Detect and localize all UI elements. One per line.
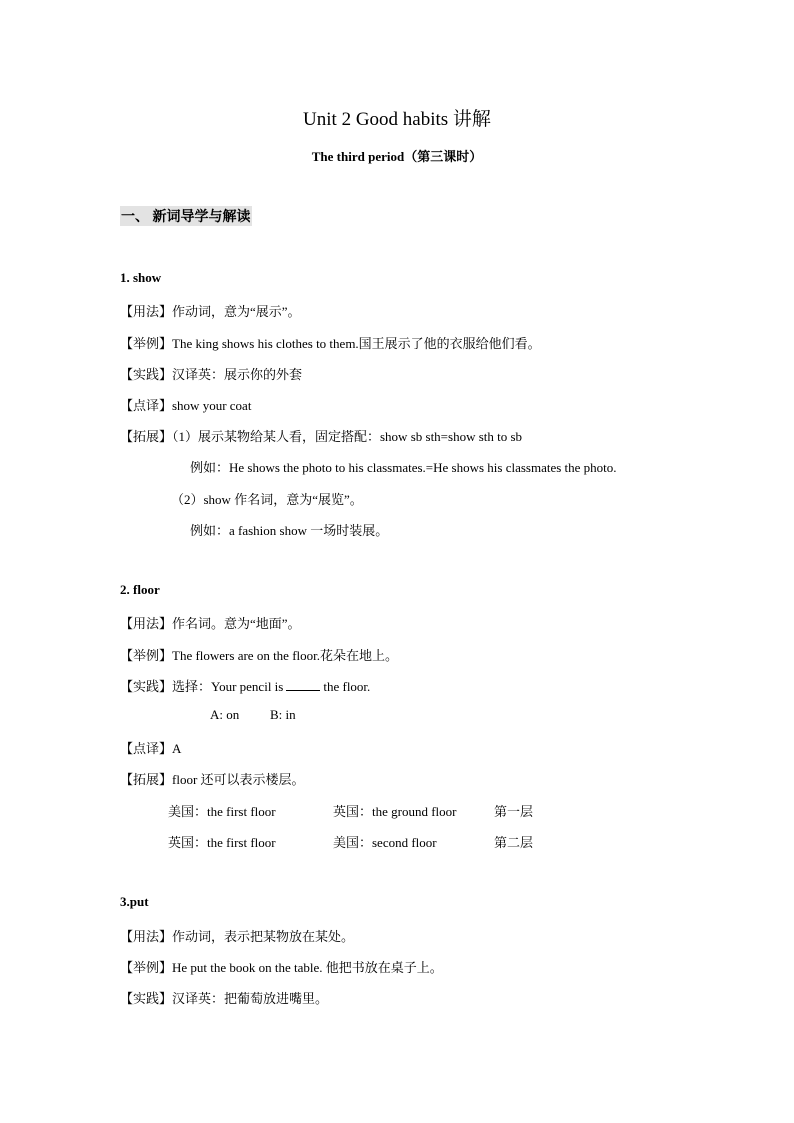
floor-example: 【举例】The flowers are on the floor.花朵在地上。: [120, 648, 399, 663]
show-example: 【举例】The king shows his clothes to them.国王展示了他的衣服给他们看。: [120, 336, 541, 351]
put-practice: 【实践】汉译英：把葡萄放进嘴里。: [120, 991, 329, 1006]
show-answer: 【点译】show your coat: [120, 398, 252, 413]
entry-heading-floor: 2. floor: [120, 582, 160, 597]
show-extension-example-1: 例如：He shows the photo to his classmates.=He shows his classmates the photo.: [190, 460, 617, 475]
entry-heading-put: 3.put: [120, 894, 149, 909]
floor-row1-col2: 英国：the ground floor: [333, 804, 457, 819]
entry-heading-show: 1. show: [120, 270, 162, 285]
floor-answer: 【点译】A: [120, 741, 182, 756]
show-usage: 【用法】作动词，意为“展示”。: [120, 304, 301, 319]
page-subtitle: The third period（第三课时）: [311, 149, 483, 164]
put-usage: 【用法】作动词，表示把某物放在某处。: [120, 929, 355, 944]
option-b: B: in: [270, 707, 296, 722]
show-extension-example-2: 例如：a fashion show 一场时装展。: [190, 523, 389, 538]
floor-row1-col1: 美国：the first floor: [168, 804, 276, 819]
option-a: A: on: [210, 707, 240, 722]
show-extension-2: （2）show 作名词，意为“展览”。: [171, 492, 363, 507]
floor-extension: 【拓展】floor 还可以表示楼层。: [120, 772, 305, 787]
floor-row2-col3: 第二层: [494, 835, 534, 850]
show-extension: 【拓展】（1）展示某物给某人看，固定搭配：show sb sth=show sth to sb: [120, 429, 523, 444]
floor-row1-col3: 第一层: [494, 804, 534, 819]
floor-row2-col2: 美国：second floor: [333, 835, 437, 850]
show-practice: 【实践】汉译英：展示你的外套: [120, 367, 303, 382]
floor-row2-col1: 英国：the first floor: [168, 835, 276, 850]
put-example: 【举例】He put the book on the table. 他把书放在桌子上。: [120, 960, 443, 975]
page-title: Unit 2 Good habits 讲解: [303, 109, 491, 130]
floor-practice-prefix: 【实践】选择：Your pencil is: [120, 679, 284, 694]
section-heading: 一、 新词导学与解读: [120, 206, 252, 226]
floor-practice-suffix: the floor.: [323, 679, 371, 694]
answer-blank: [286, 679, 320, 691]
floor-practice: [120, 676, 370, 695]
floor-usage: 【用法】作名词。意为“地面”。: [120, 616, 301, 631]
